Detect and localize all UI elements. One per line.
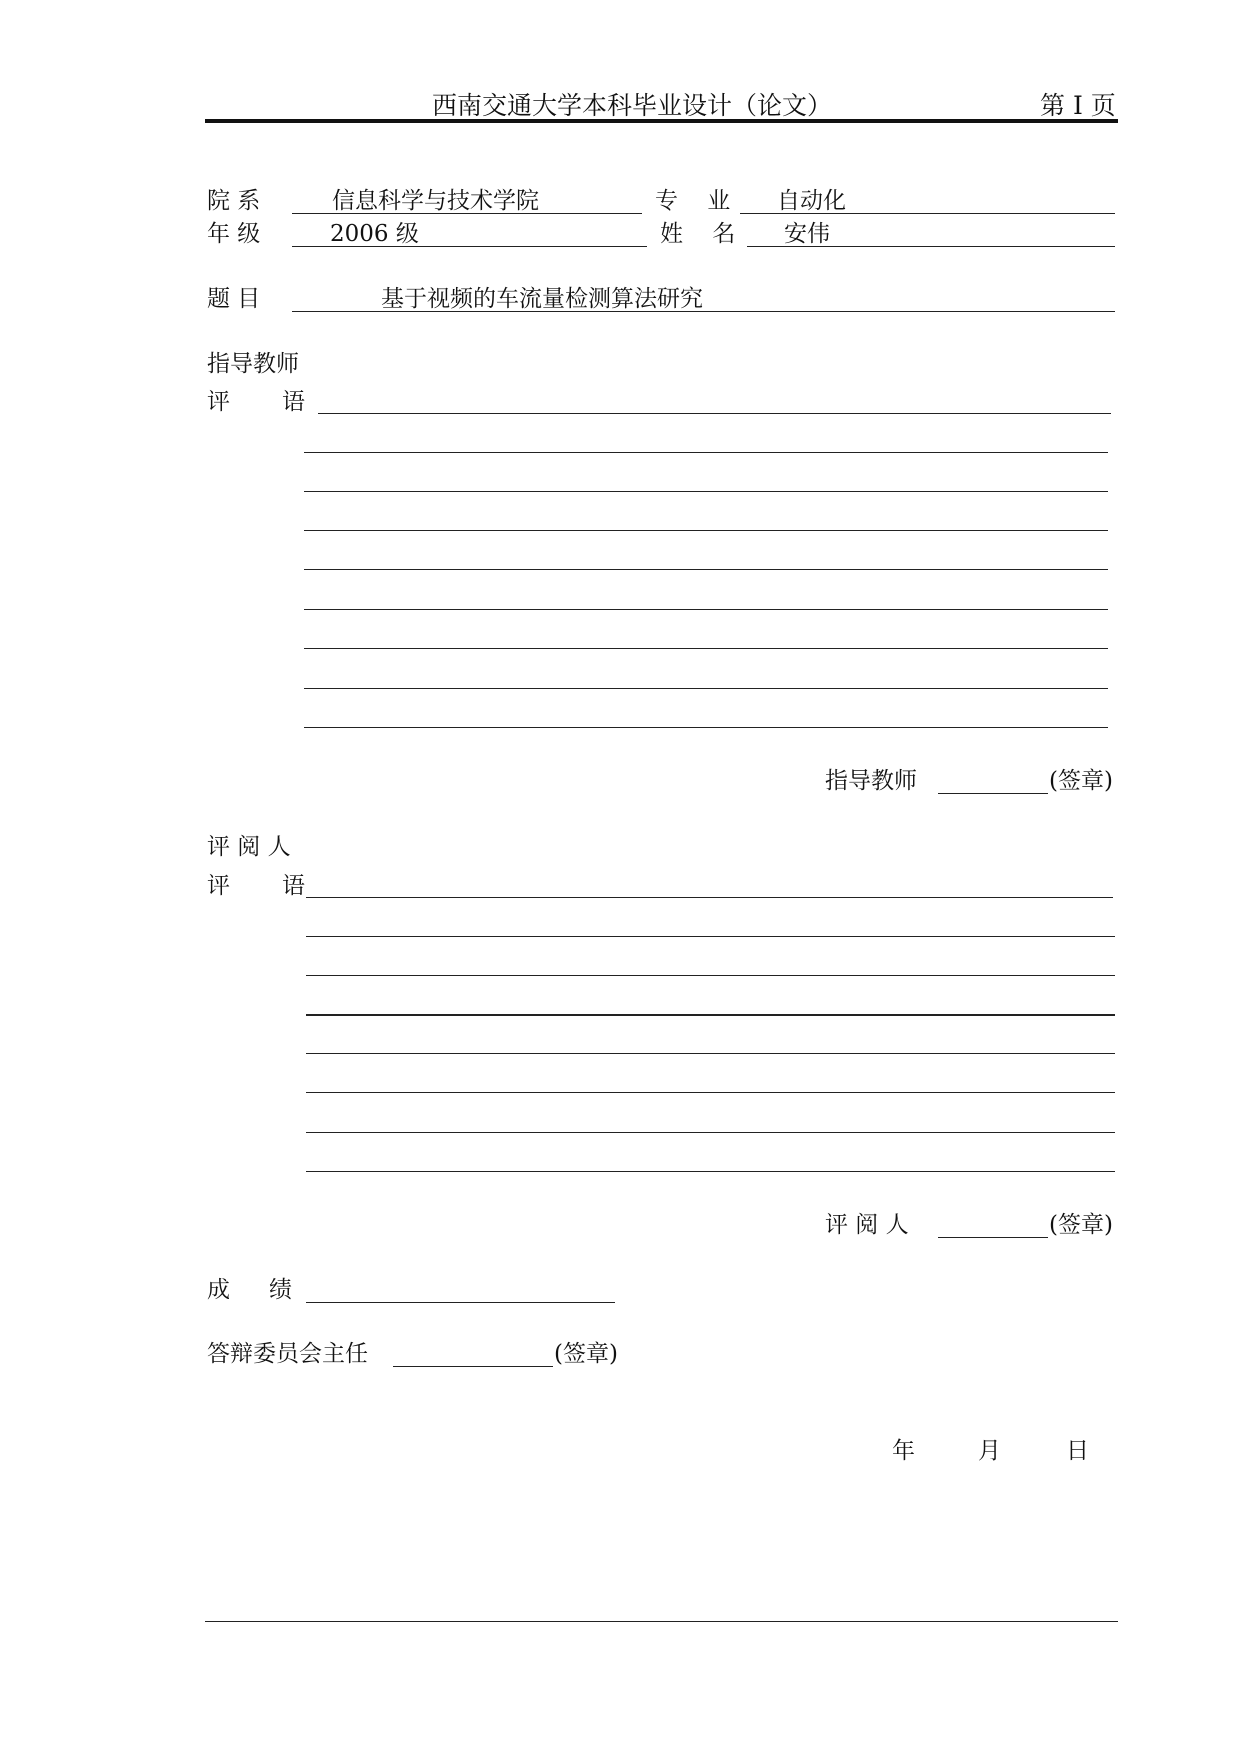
reviewer-sign-suffix: (签章) <box>1049 1212 1113 1238</box>
reviewer-comment-line <box>306 1053 1115 1054</box>
reviewer-sign-label: 评 阅 人 <box>825 1212 909 1238</box>
date-month-label: 月 <box>978 1438 1001 1464</box>
header-rule <box>205 119 1118 123</box>
major-label: 专 业 <box>655 188 731 214</box>
date-year-label: 年 <box>892 1438 915 1464</box>
reviewer-comment-line <box>306 1171 1115 1172</box>
name-underline <box>747 246 1115 247</box>
advisor-comment-label-1: 评 <box>207 389 230 415</box>
page-number: 第 I 页 <box>1040 91 1116 120</box>
advisor-comment-line <box>304 530 1108 531</box>
grade-label: 年 级 <box>207 221 261 247</box>
major-underline <box>740 213 1115 214</box>
committee-sign-line <box>393 1366 553 1367</box>
document-header-title: 西南交通大学本科毕业设计（论文） <box>432 91 833 120</box>
grade-score-line <box>306 1302 615 1303</box>
topic-value: 基于视频的车流量检测算法研究 <box>381 286 703 312</box>
advisor-comment-line <box>304 688 1108 689</box>
reviewer-comment-label-2: 语 <box>282 873 305 899</box>
footer-rule <box>205 1621 1118 1622</box>
advisor-sign-line <box>938 793 1048 794</box>
grade-value: 2006 级 <box>330 221 419 247</box>
reviewer-comment-line <box>306 1132 1115 1133</box>
advisor-comment-line <box>304 609 1108 610</box>
reviewer-comment-line <box>306 897 1113 898</box>
topic-underline <box>292 311 1115 312</box>
grade-score-label-1: 成 <box>207 1277 230 1303</box>
department-underline <box>292 213 642 214</box>
advisor-comment-line <box>318 413 1111 414</box>
reviewer-comment-label-1: 评 <box>207 873 230 899</box>
major-value: 自动化 <box>777 188 846 214</box>
advisor-comment-line <box>304 648 1108 649</box>
advisor-section-label: 指导教师 <box>207 351 299 377</box>
reviewer-comment-line <box>306 936 1115 937</box>
grade-underline <box>292 246 647 247</box>
topic-label: 题 目 <box>207 286 261 312</box>
department-value: 信息科学与技术学院 <box>332 188 539 214</box>
name-label: 姓 名 <box>660 221 736 247</box>
reviewer-section-label: 评 阅 人 <box>207 834 291 860</box>
committee-chair-label: 答辩委员会主任 <box>207 1341 368 1367</box>
department-label: 院 系 <box>207 188 261 214</box>
advisor-comment-line <box>304 569 1108 570</box>
advisor-comment-line <box>304 452 1108 453</box>
reviewer-comment-line <box>306 1092 1115 1093</box>
committee-sign-suffix: (签章) <box>554 1341 618 1367</box>
reviewer-comment-line <box>306 975 1115 976</box>
name-value: 安伟 <box>784 221 830 247</box>
reviewer-sign-line <box>938 1237 1048 1238</box>
advisor-comment-label-2: 语 <box>282 389 305 415</box>
advisor-comment-line <box>304 491 1108 492</box>
date-day-label: 日 <box>1066 1438 1089 1464</box>
reviewer-comment-line <box>306 1014 1115 1016</box>
advisor-sign-label: 指导教师 <box>825 768 917 794</box>
advisor-comment-line <box>304 727 1108 728</box>
grade-score-label-2: 绩 <box>269 1277 292 1303</box>
advisor-sign-suffix: (签章) <box>1049 768 1113 794</box>
